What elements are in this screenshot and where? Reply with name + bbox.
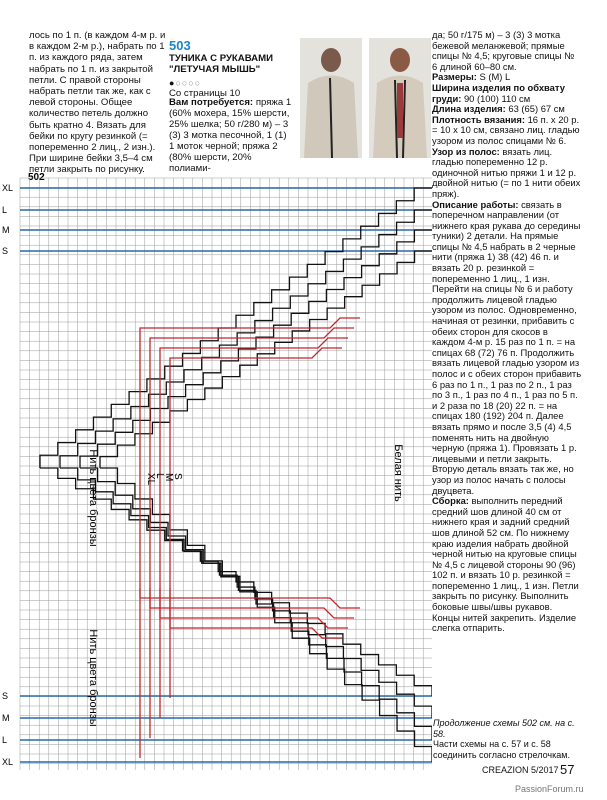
size-labels (2, 183, 13, 767)
size-label: S (2, 691, 9, 701)
diag-size-label: M (163, 473, 174, 482)
size-label: L (2, 735, 8, 745)
chart-number: 502 (28, 172, 45, 183)
watermark-site: PassionForum.ru (515, 784, 584, 794)
label-white: Белая нить (392, 444, 404, 502)
from-page: Со страницы 10 (169, 88, 241, 99)
left-column-text: лось по 1 п. (в каждом 4-м р. и в каждом 2-м р.), набрать по 1 п. из каждого ряда, затем набрать по 1 п. из закрытой петли. С правой стороны набрать петли так же, как с левой стороны. Общее количество петель должно быть кратно 4. Вязать для бейки по кругу резинкой (= попеременно 2 лиц., 2 изн.). При ширине бейки 3,5–4 см петли закрыть по рисунку. (29, 30, 166, 176)
size-label: M (2, 713, 10, 723)
diag-size-label: L (154, 473, 165, 479)
size-label: L (2, 205, 8, 215)
diag-size-label: S (172, 473, 183, 480)
size-label: M (2, 225, 10, 235)
size-label: XL (2, 183, 14, 193)
page-number: 57 (560, 762, 575, 777)
size-label: XL (2, 757, 14, 767)
label-bronze-bottom: Нить цвета бронзы (87, 629, 99, 727)
article-title: ТУНИКА С РУКАВАМИ "ЛЕТУЧАЯ МЫШЬ" (169, 53, 273, 75)
diag-size-label: XL (145, 473, 156, 486)
instructions-column: да; 50 г/175 м) – 3 (3) 3 мотка бежевой меланжевой; прямые спицы № 4,5; круговые спицы № 6 длиной 60–80 см. Размеры: S (M) L Ширина изделия по обхвату груди: 90 (100) 110 см Длина изделия: 63 (65) 67 см Плотность вязания: 16 п. x 20 р. = 10 x 10 см, связано лиц. гладью узором из полос спицами № 6. Узор из полос: вязать лиц. гладью попеременно 12 р. одиночной нитью пряжи 1 и 12 р. двойной нитью (= по 1 нити обеих пряж). Описание работы: связать в поперечном направлении (от нижнего края рукава до середины туники) 2 детали. На прямые спицы № 4,5 набрать в 2 черные нити (пряжа 1) 38 (42) 46 п. и вязать 20 р. резинкой = попеременно 1 лиц., 1 изн. Перейти на спицы № 6 и работу продолжить лицевой гладью узором из полос. Одновременно, начиная от резинки, прибавить с обеих сторон для скосов в каждом 4-м р. 15 раз по 1 п. = на спицах 68 (72) 76 п. Продолжить вязать лицевой гладью узором из полос и с обеих сторон прибавить 6 раз по 1 п., 1 раз по 2 п., 1 раз по 3 п., 1 раз по 4 п., 1 раз по 5 п. и 2 раза по 18 (20) 22 п. = на спицах 180 (192) 204 п. Далее вязать прямо и после 3,5 (4) 4,5 поменять нить на двойную черную (пряжа 1). Провязать 1 р. лицевыми и петли закрыть. Вторую деталь вязать так же, но узор из полос начать с полосы двуцвета. Сборка: выполнить передний средний шов длиной 40 см от нижнего края и задний средний шов длиной 52 см. По нижнему краю изделия набрать двойной черной нитью на круговые спицы № 4,5 с лицевой стороны 90 (96) 102 п. и вязать 10 р. резинкой = попеременно 1 лиц., 1 изн. Петли закрыть по рисунку. Выполнить боковые швы/швы рукавов. Концы нитей закрепить. Изделие слегка отпарить. (432, 29, 582, 634)
difficulty-dots: ●○○○○ (169, 78, 202, 88)
chart-footnote: Продолжение схемы 502 см. на с. 58. Части схемы на с. 57 и с. 58 соединить согласно стрелочкам. (433, 718, 575, 760)
article-header (169, 38, 294, 99)
size-label: S (2, 246, 9, 256)
article-number: 503 (169, 38, 191, 53)
magazine-footer: CREAZION 5/2017 (482, 765, 559, 775)
chart-grid (20, 178, 432, 770)
knitting-chart-502 (0, 168, 432, 778)
label-bronze-top: Нить цвета бронзы (87, 449, 99, 547)
materials-text: Вам потребуется: пряжа 1 (60% мохера, 15% шерсти, 25% шелка; 50 г/280 м) – 3 (3) 3 мотка песочной, 1 (1) 1 моток черной; пряжа 2 (80% шерсти, 20% полиами- (169, 97, 292, 174)
photo-back-view (300, 38, 362, 158)
photo-front-view (369, 38, 431, 158)
